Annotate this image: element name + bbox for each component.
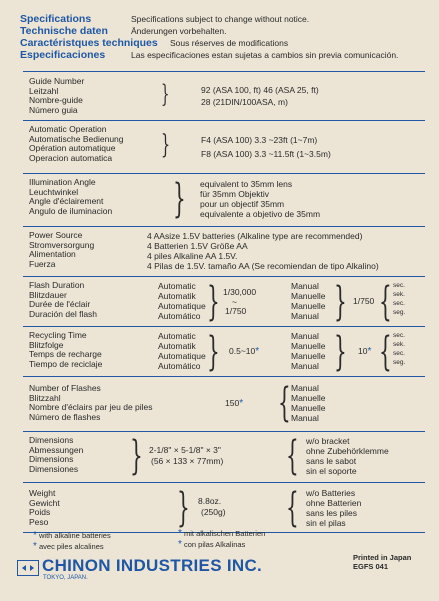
name-fr: Alimentation xyxy=(29,249,76,260)
brace: { xyxy=(379,329,392,375)
name-de: Leitzahl xyxy=(29,85,59,96)
footnote-star: * xyxy=(178,539,182,550)
footnote-star: * xyxy=(255,346,260,357)
section-names xyxy=(29,331,102,369)
value: F4 (ASA 100) 3.3 ~23ft (1~7m) xyxy=(201,135,318,145)
name-es: Número guia xyxy=(29,104,78,115)
header xyxy=(20,13,430,61)
footnote-text: with alkaline batteries xyxy=(39,531,111,540)
name-en: Flash Duration xyxy=(29,280,85,290)
value: (56 × 133 × 77mm) xyxy=(151,456,224,466)
value: für 35mm Objektiv xyxy=(200,189,269,199)
chinon-logo-icon xyxy=(17,560,39,576)
auto-value-text: 0.5~10 xyxy=(229,346,256,356)
name-en: Weight xyxy=(29,488,56,498)
manual-value-text: 10 xyxy=(358,346,368,356)
unit: sek. xyxy=(393,341,405,348)
name-fr: Dimensions xyxy=(29,454,74,465)
name-fr: Opération automatique xyxy=(29,143,116,154)
note: sin el soporte xyxy=(306,466,357,476)
note: sans les piles xyxy=(306,508,358,518)
brace: { xyxy=(286,485,299,531)
section-dimensions xyxy=(23,431,425,483)
manual-label: Manuelle xyxy=(291,351,326,361)
name-en: Recycling Time xyxy=(29,330,87,340)
value: 4 Batterien 1.5V Größe AA xyxy=(147,241,248,251)
section-names xyxy=(29,384,153,422)
value: 28 (21DIN/100ASA, m) xyxy=(201,97,288,107)
section-illumination-angle xyxy=(23,173,425,227)
section-names xyxy=(29,489,60,527)
auto-label: Automático xyxy=(158,311,201,321)
unit: sec. xyxy=(393,350,405,357)
auto-value xyxy=(229,346,259,357)
footnote-left-2 xyxy=(33,541,104,552)
name-es: Peso xyxy=(29,516,49,527)
spec-table xyxy=(23,71,425,531)
auto-label: Automatique xyxy=(158,351,206,361)
value: 8.8oz. xyxy=(198,496,222,506)
printed-code: EGFS 041 xyxy=(353,562,389,571)
note: sans le sabot xyxy=(306,456,357,466)
manual-label: Manual xyxy=(291,331,319,341)
section-number-of-flashes xyxy=(23,376,425,432)
brace: { xyxy=(379,279,392,325)
name-es: Angulo de iluminacion xyxy=(29,205,113,216)
section-names xyxy=(29,178,112,216)
section-names xyxy=(29,436,83,474)
auto-label: Automatik xyxy=(158,291,196,301)
name-es: Número de flashes xyxy=(29,411,101,422)
footnote-right-1 xyxy=(178,528,265,539)
printed-line: Printed in Japan xyxy=(353,553,412,562)
value: 2-1/8" × 5-1/8" × 3" xyxy=(149,445,221,455)
manual-value xyxy=(358,346,371,357)
header-row xyxy=(20,37,430,49)
footnote-left-1 xyxy=(33,530,111,541)
unit: sek. xyxy=(393,291,405,298)
value-text: 150 xyxy=(225,398,240,408)
manual-label: Manual xyxy=(291,361,319,371)
value: equivalente a objetivo de 35mm xyxy=(200,209,321,219)
brace: { xyxy=(286,433,299,479)
header-text: Sous réserves de modifications xyxy=(170,38,289,48)
manual-label: Manuelle xyxy=(291,341,326,351)
section-guide-number xyxy=(23,72,425,121)
name-fr: Poids xyxy=(29,507,51,518)
footnote-star: * xyxy=(33,541,37,552)
brace: } xyxy=(177,485,190,531)
name-en: Number of Flashes xyxy=(29,383,101,393)
name-en: Illumination Angle xyxy=(29,177,96,187)
auto-label: Automatic xyxy=(158,331,196,341)
brace: } xyxy=(207,329,220,375)
value xyxy=(225,398,243,409)
note: sin el pilas xyxy=(306,518,346,528)
unit: seg. xyxy=(393,359,406,366)
name-de: Blitzdauer xyxy=(29,289,67,300)
section-flash-duration xyxy=(23,276,425,327)
header-row xyxy=(20,13,430,25)
name-fr: Angle d'éclairement xyxy=(29,196,104,207)
brace: } xyxy=(334,329,347,375)
brace: { xyxy=(278,380,291,426)
header-title: Technische daten xyxy=(20,25,108,37)
auto-label: Automatic xyxy=(158,281,196,291)
unit: seg. xyxy=(393,309,406,316)
note: ohne Zubehörklemme xyxy=(306,446,389,456)
unit: sec. xyxy=(393,332,405,339)
value: 4 piles Alkaline AA 1.5V. xyxy=(147,251,238,261)
value: pour un objectif 35mm xyxy=(200,199,285,209)
name-en: Automatic Operation xyxy=(29,124,107,134)
note: ohne Batterien xyxy=(306,498,362,508)
section-recycling-time xyxy=(23,326,425,377)
name-de: Stromversorgung xyxy=(29,239,95,250)
name-es: Duración del flash xyxy=(29,308,98,319)
note: w/o bracket xyxy=(306,436,350,446)
header-title: Specifications xyxy=(20,13,92,25)
company-name: CHINON INDUSTRIES INC. xyxy=(42,556,263,575)
header-title: Especificaciones xyxy=(20,49,106,61)
section-names xyxy=(29,281,97,319)
brace: } xyxy=(334,279,347,325)
section-names xyxy=(29,231,94,269)
section-names xyxy=(29,77,84,115)
value: 4 Pilas de 1.5V. tamaño AA (Se recomiendan de tipo Alkalino) xyxy=(147,261,379,271)
name-de: Abmessungen xyxy=(29,444,84,455)
footnote-star: * xyxy=(33,530,37,541)
manual-label: Manuelle xyxy=(291,291,326,301)
header-text: Las especificaciones estan sujetas a cambios sin previa comunicación. xyxy=(131,50,399,60)
name-de: Gewicht xyxy=(29,497,60,508)
footnote-text: avec piles alcalines xyxy=(39,542,104,551)
value: (250g) xyxy=(201,507,226,517)
unit: sec. xyxy=(393,300,405,307)
manual-label: Manual xyxy=(291,281,319,291)
value: equivalent to 35mm lens xyxy=(200,179,293,189)
name-es: Tiempo de reciclaje xyxy=(29,358,103,369)
manual-label: Manual xyxy=(291,383,319,393)
auto-value: 1/750 xyxy=(225,306,247,316)
name-de: Blitzzahl xyxy=(29,392,61,403)
brace: } xyxy=(207,279,220,325)
header-row xyxy=(20,25,430,37)
brace: } xyxy=(130,433,143,479)
section-automatic-operation xyxy=(23,120,425,174)
name-fr: Temps de recharge xyxy=(29,349,102,360)
footnote-star: * xyxy=(178,528,182,539)
company-location: TOKYO, JAPAN. xyxy=(43,575,88,581)
manual-label: Manual xyxy=(291,311,319,321)
auto-label: Automatique xyxy=(158,301,206,311)
manual-label: Manuelle xyxy=(291,403,326,413)
manual-value: 1/750 xyxy=(353,296,375,306)
name-de: Blitzfolge xyxy=(29,339,64,350)
brace: } xyxy=(161,80,170,108)
name-fr: Nombre d'éclairs par jeu de piles xyxy=(29,402,153,413)
logo-mark-icon xyxy=(21,564,35,572)
manual-label: Manuelle xyxy=(291,393,326,403)
header-text: Specifications subject to change without notice. xyxy=(131,14,310,24)
section-names xyxy=(29,125,124,163)
footnote-star: * xyxy=(239,398,244,409)
unit: sec. xyxy=(393,282,405,289)
note: w/o Batteries xyxy=(306,488,356,498)
auto-value: 1/30,000 xyxy=(223,287,257,297)
printed-info xyxy=(353,553,411,571)
footnote-text: mit alkalischen Batterien xyxy=(184,529,266,538)
header-row xyxy=(20,49,430,61)
manual-label: Manuelle xyxy=(291,301,326,311)
value: F8 (ASA 100) 3.3 ~11.5ft (1~3.5m) xyxy=(201,149,331,159)
name-de: Automatische Bedienung xyxy=(29,133,124,144)
name-es: Operacion automatica xyxy=(29,152,113,163)
footnote-star: * xyxy=(367,346,372,357)
brace: } xyxy=(173,176,186,222)
manual-label: Manual xyxy=(291,413,319,423)
name-fr: Durée de l'éclair xyxy=(29,299,91,310)
header-text: Änderungen vorbehalten. xyxy=(131,26,227,36)
auto-value: ~ xyxy=(232,297,237,307)
header-title: Caractéristques techniques xyxy=(20,37,158,49)
name-es: Dimensiones xyxy=(29,463,79,474)
name-de: Leuchtwinkel xyxy=(29,186,79,197)
footnote-right-2 xyxy=(178,539,245,550)
auto-label: Automático xyxy=(158,361,201,371)
name-fr: Nombre-guide xyxy=(29,95,83,106)
name-en: Guide Number xyxy=(29,76,85,86)
brace: } xyxy=(161,130,171,160)
name-es: Fuerza xyxy=(29,258,56,269)
auto-label: Automatik xyxy=(158,341,196,351)
section-power-source xyxy=(23,226,425,277)
value: 4 AAsize 1.5V batteries (Alkaline type are recommended) xyxy=(147,231,363,241)
section-weight xyxy=(23,482,425,533)
name-en: Power Source xyxy=(29,230,83,240)
value: 92 (ASA 100, ft) 46 (ASA 25, ft) xyxy=(201,85,319,95)
name-en: Dimensions xyxy=(29,435,74,445)
footnote-text: con pilas Alkalinas xyxy=(184,540,246,549)
